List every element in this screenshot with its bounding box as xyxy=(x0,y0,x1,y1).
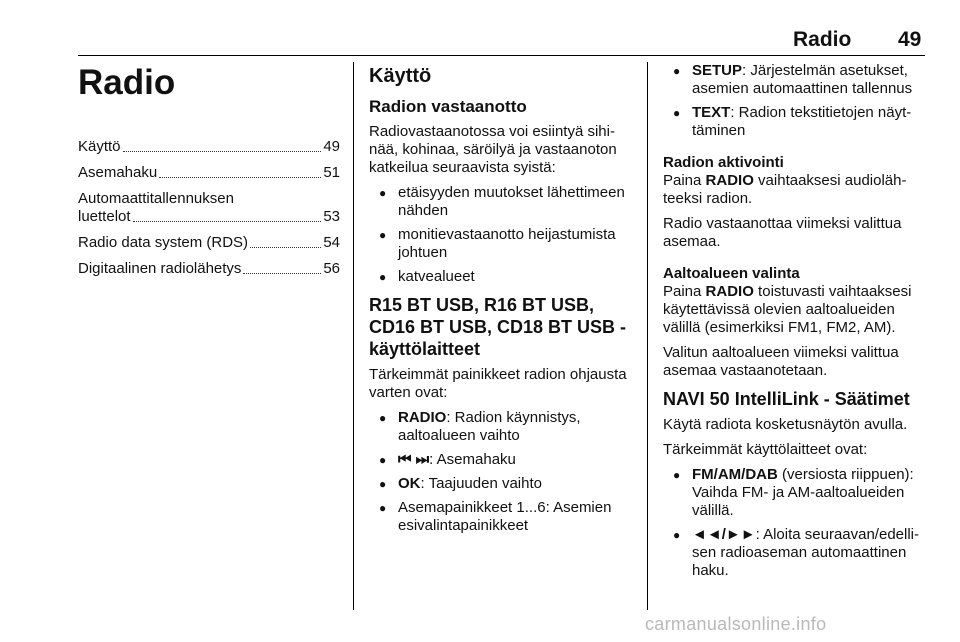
key-label: OK xyxy=(398,475,421,492)
subheading-navi: NAVI 50 IntelliLink - Säätimet xyxy=(663,389,910,409)
item-text: : Järjestelmän asetukset, asemien automaattinen tallennus xyxy=(692,62,913,97)
watermark: carmanualsonline.info xyxy=(645,614,827,634)
list-item xyxy=(663,466,927,520)
toc-column xyxy=(78,62,340,286)
chapter-title: Radio xyxy=(78,63,176,102)
toc-entry xyxy=(78,234,340,252)
reception-causes-list xyxy=(369,184,633,286)
subheading-reception: Radion vastaanotto xyxy=(369,97,527,116)
section-heading: Käyttö xyxy=(369,65,432,87)
list-item xyxy=(369,499,633,535)
header-rule xyxy=(78,55,925,56)
page-number: 49 xyxy=(898,28,922,51)
content-column-2 xyxy=(369,62,633,543)
toc-page-number: 53 xyxy=(323,208,340,225)
toc-entry xyxy=(78,260,340,278)
paragraph-band: Paina RADIO toistuvasti vaihtaaksesi käytettävissä olevien aaltoalueiden välillä (esimerkiksi FM1, FM2, AM). xyxy=(663,283,912,336)
list-item xyxy=(663,62,927,98)
paragraph-activate: Paina RADIO vaihtaaksesi audiolähteeksi radion. xyxy=(663,172,907,207)
item-text: : Asemahaku xyxy=(429,451,516,468)
item-text: : Radion käynnistys, aaltoalueen vaihto xyxy=(398,409,581,444)
list-item xyxy=(369,409,633,445)
paragraph-navi-1: Käytä radiota kosketusnäytön avulla. xyxy=(663,416,908,433)
heading-activate: Radion aktivointi xyxy=(663,154,784,171)
list-item: ● monitievastaanotto heijastumista johtuen xyxy=(369,226,633,262)
toc-entry xyxy=(78,138,340,156)
toc-entry-title: Radio data system (RDS) xyxy=(78,234,249,251)
toc-list xyxy=(78,138,340,278)
list-item xyxy=(663,104,927,140)
key-label: TEXT xyxy=(692,104,731,121)
column-divider xyxy=(353,62,354,610)
item-text: (versiosta riippuen): Vaihda FM- ja AM-aaltoalueiden välillä. xyxy=(692,466,914,519)
toc-entry-title: luettelot xyxy=(78,208,131,225)
toc-entry-title: Digitaalinen radiolähetys xyxy=(78,260,242,277)
toc-leader xyxy=(159,177,321,178)
toc-entry-title: Käyttö xyxy=(78,138,121,155)
toc-page-number: 49 xyxy=(323,138,340,155)
seek-icons: ⏮ ⏭ xyxy=(398,451,430,468)
item-text: : Radion tekstitietojen näyttäminen xyxy=(692,104,912,139)
heading-band: Aaltoalueen valinta xyxy=(663,265,800,282)
toc-leader xyxy=(123,151,322,152)
toc-entry xyxy=(78,190,340,226)
navi-controls-list xyxy=(663,466,927,580)
item-text: : Taajuuden vaihto xyxy=(420,475,542,492)
toc-entry-title: Asemahaku xyxy=(78,164,158,181)
item-text: : Aloita seuraavan/edellisen radioaseman automaattinen haku. xyxy=(692,526,919,579)
list-item: ● katvealueet xyxy=(369,268,633,286)
list-item xyxy=(369,451,633,469)
key-label: RADIO xyxy=(398,409,447,426)
toc-page-number: 56 xyxy=(323,260,340,277)
seek-icons: ◄◄/►► xyxy=(692,526,756,543)
controls-list-continued xyxy=(663,62,927,140)
key-label: FM/AM/DAB xyxy=(692,466,778,483)
toc-page-number: 54 xyxy=(323,234,340,251)
toc-leader xyxy=(243,273,321,274)
subheading-controls: R15 BT USB, R16 BT USB, CD16 BT USB, CD18 BT USB - käyttölaitteet xyxy=(369,295,627,359)
key-label: RADIO xyxy=(705,172,754,189)
toc-leader xyxy=(133,221,322,222)
running-header-title: Radio xyxy=(793,28,852,51)
toc-page-number: 51 xyxy=(323,164,340,181)
paragraph-band-2: Valitun aaltoalueen viimeksi valittua asemaa vastaanotetaan. xyxy=(663,344,899,379)
paragraph-reception: Radiovastaanotossa voi esiintyä sihinää, kohinaa, säröilyä ja vastaanoton katkeilua seuraavista syistä: xyxy=(369,123,617,176)
toc-entry xyxy=(78,164,340,182)
list-item: ● etäisyyden muutokset lähettimeen nähden xyxy=(369,184,633,220)
toc-entry-title-line: Automaattitallennuksen xyxy=(78,190,234,207)
paragraph-last-station: Radio vastaanottaa viimeksi valittua asemaa. xyxy=(663,215,902,250)
key-label: RADIO xyxy=(705,283,754,300)
list-item xyxy=(663,526,927,580)
key-label: SETUP xyxy=(692,62,743,79)
paragraph-navi-2: Tärkeimmät käyttölaitteet ovat: xyxy=(663,441,868,458)
column-divider xyxy=(647,62,648,610)
toc-leader xyxy=(250,247,321,248)
controls-list xyxy=(369,409,633,535)
list-item xyxy=(369,475,633,493)
paragraph-controls-intro: Tärkeimmät painikkeet radion ohjausta varten ovat: xyxy=(369,366,627,401)
item-text: Asemapainikkeet 1...6: Asemien esivalintapainikkeet xyxy=(398,499,612,534)
content-column-3 xyxy=(663,62,927,588)
